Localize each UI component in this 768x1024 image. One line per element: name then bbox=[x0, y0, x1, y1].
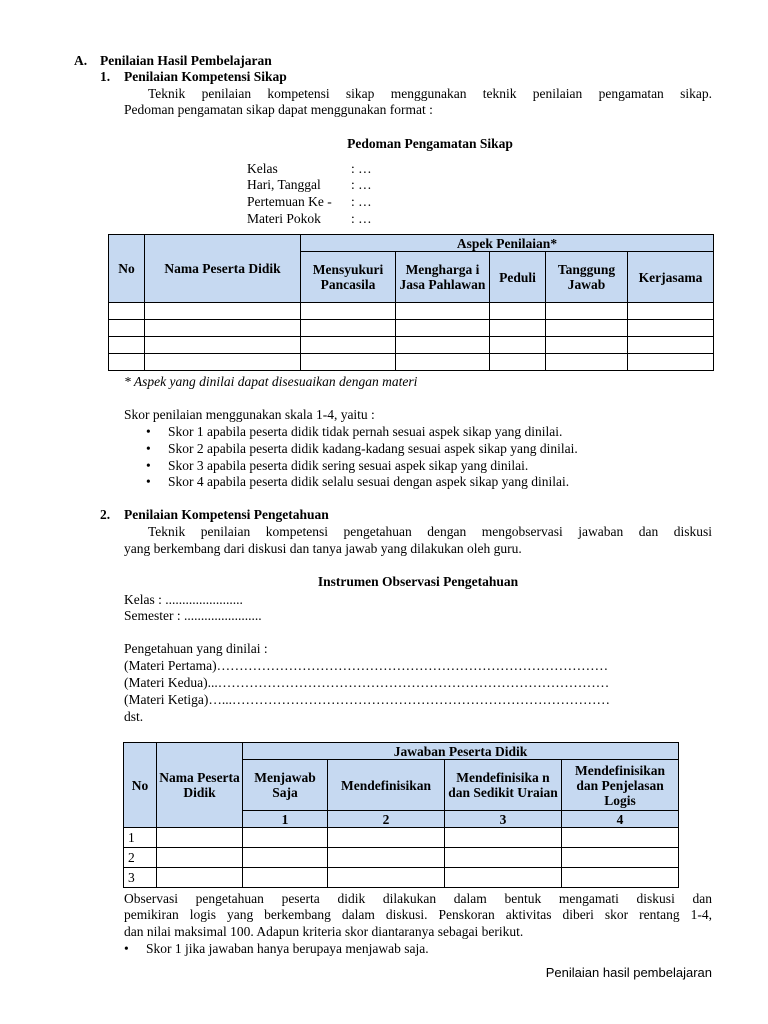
section-2-marker: 2. bbox=[100, 507, 111, 522]
table-row bbox=[109, 320, 714, 337]
score-3: 3 bbox=[445, 811, 562, 828]
table-row bbox=[124, 848, 679, 868]
sikap-header-menghargai: Mengharga i Jasa Pahlawan bbox=[396, 252, 490, 303]
pengetahuan-header-no: No bbox=[124, 743, 157, 828]
sikap-header-peduli: Peduli bbox=[490, 252, 546, 303]
list-item: • Skor 3 apabila peserta didik sering sesuai aspek sikap yang dinilai. bbox=[146, 458, 529, 473]
score-1: 1 bbox=[243, 811, 328, 828]
score-4: 4 bbox=[562, 811, 679, 828]
pengetahuan-paragraph-line-2: yang berkembang dari diskusi dan tanya jawab yang dilakukan oleh guru. bbox=[124, 541, 522, 556]
sikap-table bbox=[108, 234, 714, 371]
materi-ketiga: (Materi Ketiga)…...………………………………………………………………………… bbox=[124, 692, 610, 707]
pengetahuan-header-jawaban: Jawaban Peserta Didik bbox=[243, 743, 679, 760]
bullet-icon: • bbox=[124, 941, 129, 956]
field-label-pertemuan: Pertemuan Ke - bbox=[247, 194, 332, 209]
pengetahuan-label: Pengetahuan yang dinilai : bbox=[124, 641, 268, 656]
pengetahuan-paragraph-line-1: Teknik penilaian kompetensi pengetahuan dengan mengobservasi jawaban dan diskusi bbox=[148, 524, 712, 539]
sikap-header-nama: Nama Peserta Didik bbox=[145, 235, 301, 303]
pengetahuan-header-uraian: Mendefinisika n dan Sedikit Uraian bbox=[445, 760, 562, 811]
sikap-header-kerjasama: Kerjasama bbox=[628, 252, 714, 303]
sikap-header-tanggung-jawab: Tanggung Jawab bbox=[546, 252, 628, 303]
row-number: 3 bbox=[124, 868, 157, 888]
table-row bbox=[124, 868, 679, 888]
observasi-line-1: Observasi pengetahuan peserta didik dilakukan dalam bentuk mengamati diskusi dan bbox=[124, 891, 712, 906]
skor-intro: Skor penilaian menggunakan skala 1-4, yaitu : bbox=[124, 407, 375, 422]
row-number: 1 bbox=[124, 828, 157, 848]
section-1-marker: 1. bbox=[100, 69, 111, 84]
observasi-line-3: dan nilai maksimal 100. Adapun kriteria skor diantaranya sebagai berikut. bbox=[124, 924, 524, 939]
table-row bbox=[109, 303, 714, 320]
list-item: • Skor 2 apabila peserta didik kadang-kadang sesuai aspek sikap yang dinilai. bbox=[146, 441, 578, 456]
section-1-title: Penilaian Kompetensi Sikap bbox=[124, 69, 287, 84]
list-item: • Skor 1 jika jawaban hanya berupaya menjawab saja. bbox=[124, 941, 429, 956]
bullet-icon: • bbox=[146, 441, 151, 456]
sikap-note: * Aspek yang dinilai dapat disesuaikan dengan materi bbox=[124, 374, 418, 389]
table-row bbox=[109, 337, 714, 354]
section-a-title: Penilaian Hasil Pembelajaran bbox=[100, 53, 272, 68]
pengetahuan-header-mendefinisikan: Mendefinisikan bbox=[328, 760, 445, 811]
bullet-icon: • bbox=[146, 424, 151, 439]
field-value-kelas: : … bbox=[351, 161, 372, 176]
pengetahuan-header-menjawab: Menjawab Saja bbox=[243, 760, 328, 811]
list-item: • Skor 4 apabila peserta didik selalu sesuai dengan aspek sikap yang dinilai. bbox=[146, 474, 570, 489]
sikap-paragraph-line-2: Pedoman pengamatan sikap dapat menggunakan format : bbox=[124, 102, 433, 117]
bullet-icon: • bbox=[146, 458, 151, 473]
field-value-hari-tanggal: : … bbox=[351, 177, 372, 192]
sikap-paragraph-line-1: Teknik penilaian kompetensi sikap menggunakan teknik penilaian pengamatan sikap. bbox=[148, 86, 712, 101]
section-2-title: Penilaian Kompetensi Pengetahuan bbox=[124, 507, 329, 522]
page-footer: Penilaian hasil pembelajaran bbox=[545, 965, 712, 980]
kelas-field: Kelas : ....................... bbox=[124, 592, 243, 607]
table-row bbox=[109, 354, 714, 371]
semester-field: Semester : ....................... bbox=[124, 608, 262, 623]
field-value-materi-pokok: : … bbox=[351, 211, 372, 226]
materi-pertama: (Materi Pertama)…………………………………………………………………………… bbox=[124, 658, 609, 673]
pengetahuan-header-nama: Nama Peserta Didik bbox=[157, 743, 243, 828]
field-label-hari-tanggal: Hari, Tanggal bbox=[247, 177, 321, 192]
field-label-kelas: Kelas bbox=[247, 161, 278, 176]
sikap-form-title: Pedoman Pengamatan Sikap bbox=[347, 136, 513, 151]
pengetahuan-table bbox=[123, 742, 679, 888]
pengetahuan-header-logis: Mendefinisikan dan Penjelasan Logis bbox=[562, 760, 679, 811]
bullet-icon: • bbox=[146, 474, 151, 489]
score-2: 2 bbox=[328, 811, 445, 828]
materi-kedua: (Materi Kedua)...…………………………………………………………………………… bbox=[124, 675, 610, 690]
table-row bbox=[124, 828, 679, 848]
sikap-header-mensyukuri: Mensyukuri Pancasila bbox=[301, 252, 396, 303]
field-label-materi-pokok: Materi Pokok bbox=[247, 211, 321, 226]
dst-text: dst. bbox=[124, 709, 144, 724]
list-item: • Skor 1 apabila peserta didik tidak pernah sesuai aspek sikap yang dinilai. bbox=[146, 424, 563, 439]
pengetahuan-form-title: Instrumen Observasi Pengetahuan bbox=[317, 574, 519, 589]
row-number: 2 bbox=[124, 848, 157, 868]
field-value-pertemuan: : … bbox=[351, 194, 372, 209]
section-a-marker: A. bbox=[74, 53, 88, 68]
sikap-header-no: No bbox=[109, 235, 145, 303]
observasi-line-2: pemikiran logis yang berkembang dalam diskusi. Penskoran aktivitas diberi skor rentang 1-4, bbox=[124, 907, 712, 922]
sikap-header-aspek: Aspek Penilaian* bbox=[301, 235, 714, 252]
